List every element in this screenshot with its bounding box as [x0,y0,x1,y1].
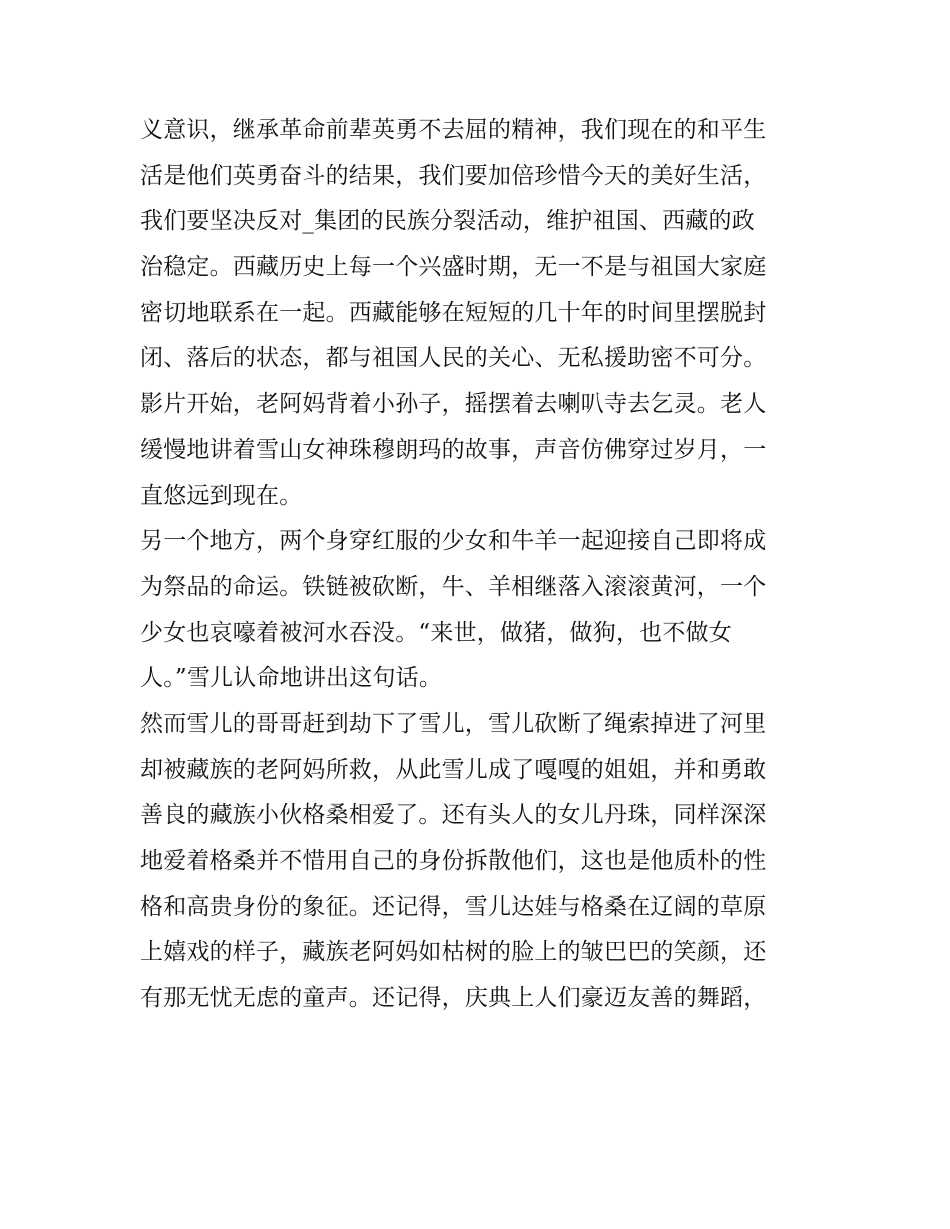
text-line: 直悠远到现在。 [140,482,303,509]
text-line: 影片开始，老阿妈背着小孙子，摇摆着去喇叭寺去乞灵。老人 [140,391,767,418]
text-line: 有那无忧无虑的童声。还记得，庆典上人们豪迈友善的舞蹈， [140,985,767,1012]
text-line: 密切地联系在一起。西藏能够在短短的几十年的时间里摆脱封 [140,299,767,326]
text-line: 活是他们英勇奋斗的结果，我们要加倍珍惜今天的美好生活， [140,162,767,189]
text-line: 却被藏族的老阿妈所救，从此雪儿成了嘎嘎的姐姐，并和勇敢 [140,756,767,783]
text-line: 地爱着格桑并不惜用自己的身份拆散他们，这也是他质朴的性 [140,848,767,874]
text-line: 另一个地方，两个身穿红服的少女和牛羊一起迎接自己即将成 [140,528,767,555]
body-text [140,108,820,1022]
text-line: 少女也哀嚎着被河水吞没。“来世，做猪，做狗，也不做女 [140,619,732,646]
text-line: 然而雪儿的哥哥赶到劫下了雪儿，雪儿砍断了绳索掉进了河里 [140,710,767,737]
text-line: 人。”雪儿认命地讲出这句话。 [140,665,443,692]
text-line: 上嬉戏的样子，藏族老阿妈如枯树的脸上的皱巴巴的笑颜，还 [140,939,767,966]
text-line: 善良的藏族小伙格桑相爱了。还有头人的女儿丹珠，同样深深 [140,802,767,829]
text-line: 治稳定。西藏历史上每一个兴盛时期，无一不是与祖国大家庭 [140,254,767,281]
text-line: 闭、落后的状态，都与祖国人民的关心、无私援助密不可分。 [140,345,767,372]
text-line: 为祭品的命运。铁链被砍断，牛、羊相继落入滚滚黄河，一个 [140,573,767,600]
text-line: 我们要坚决反对_集团的民族分裂活动，维护祖国、西藏的政 [140,208,755,235]
text-line: 义意识，继承革命前辈英勇不去屈的精神，我们现在的和平生 [140,117,767,143]
text-line: 格和高贵身份的象征。还记得，雪儿达娃与格桑在辽阔的草原 [140,893,767,920]
text-line: 缓慢地讲着雪山女神珠穆朗玛的故事，声音仿佛穿过岁月，一 [140,436,767,463]
